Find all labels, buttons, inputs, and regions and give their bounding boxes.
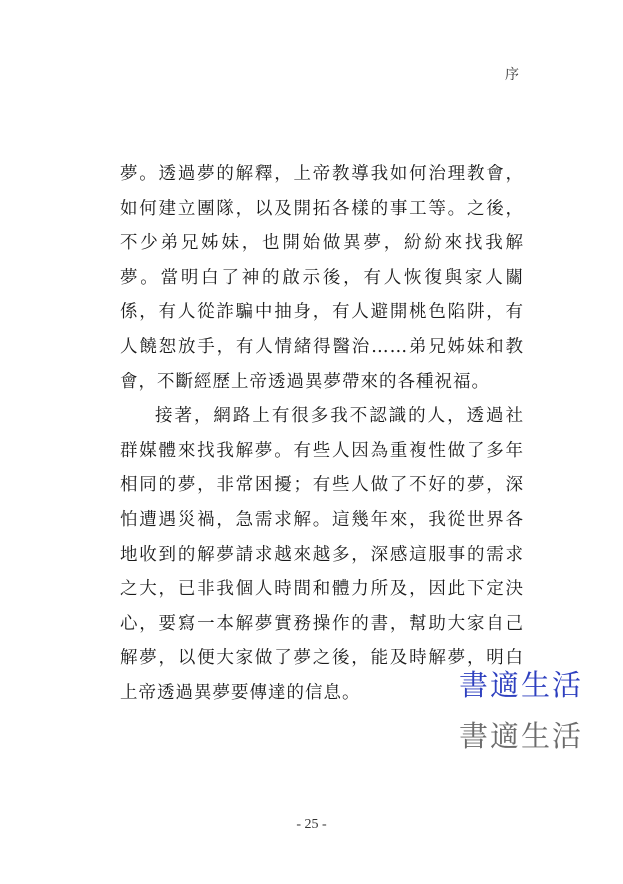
running-header-section-title: 序 [505, 67, 520, 83]
page-number: - 25 - [296, 817, 327, 832]
paragraph-2: 接著，網路上有很多我不認識的人，透過社群媒體來找我解夢。有些人因為重複性做了多年相同的夢，非常困擾；有些人做了不好的夢，深怕遭遇災禍，急需求解。這幾年來，我從世界各地收到的解夢請求越來越多，深感這服事的需求之大，已非我個人時間和體力所及，因此下定決心，要寫一本解夢實務操作的書，幫助大家自己解夢，以便大家做了夢之後，能及時解夢，明白上帝透過異夢要傳達的信息。 [120, 406, 524, 703]
paragraph-1: 夢。透過夢的解釋，上帝教導我如何治理教會，如何建立團隊，以及開拓各樣的事工等。之後，不少弟兄姊妹，也開始做異夢，紛紛來找我解夢。當明白了神的啟示後，有人恢復與家人關係，有人從詐騙中抽身，有人避開桃色陷阱，有人饒恕放手，有人情緒得醫治……弟兄姊妹和教會，不斷經歷上帝透過異夢帶來的各種祝福。 [120, 164, 524, 392]
watermark-blue: 書適生活 [458, 668, 583, 702]
watermark-gray: 書適生活 [458, 719, 583, 753]
body-text [120, 157, 524, 711]
